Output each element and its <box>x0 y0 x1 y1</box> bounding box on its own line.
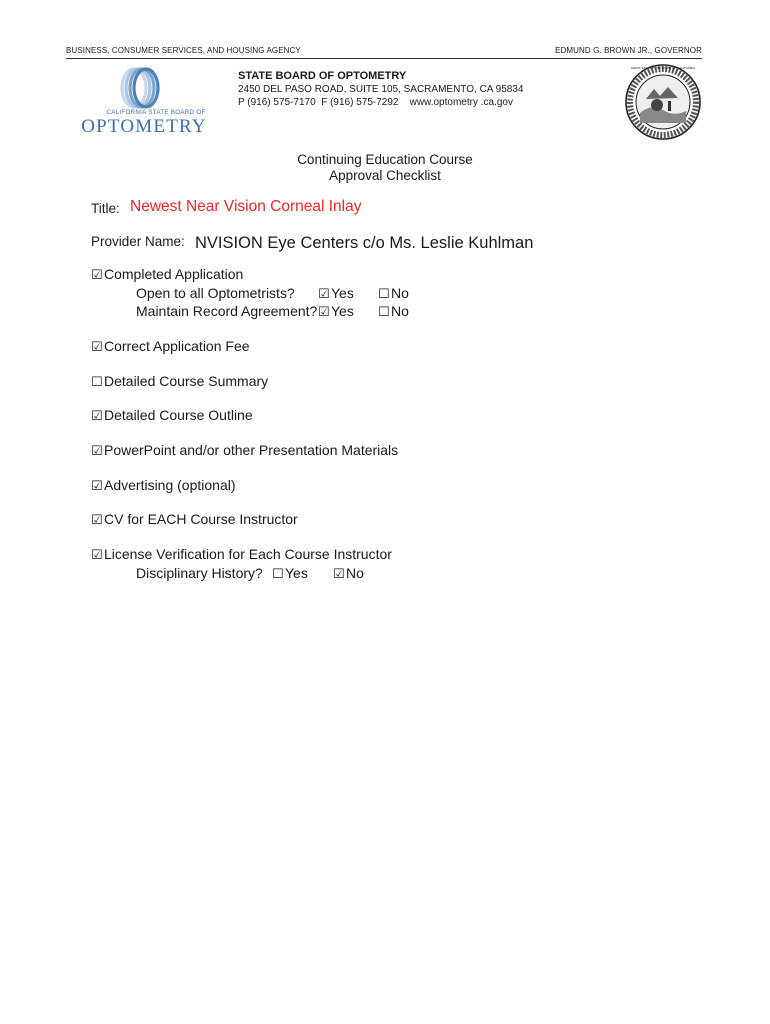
agency-name: BUSINESS, CONSUMER SERVICES, AND HOUSING AGENCY <box>66 46 301 55</box>
yes-label: Yes <box>331 285 354 301</box>
title-value: Newest Near Vision Corneal Inlay <box>130 198 362 215</box>
unchecked-box-icon[interactable]: ☐ <box>272 567 284 582</box>
record-yes-option <box>318 303 354 320</box>
provider-value: NVISION Eye Centers c/o Ms. Leslie Kuhlman <box>195 234 534 252</box>
checked-box-icon[interactable]: ☑ <box>91 444 103 459</box>
no-label: No <box>391 285 409 301</box>
yes-label: Yes <box>331 303 354 319</box>
summary-item <box>91 373 268 390</box>
fee-item <box>91 338 250 355</box>
powerpoint-item <box>91 442 398 459</box>
license-item <box>91 546 392 563</box>
checked-box-icon[interactable]: ☑ <box>91 548 103 563</box>
cv-label: CV for EACH Course Instructor <box>104 511 298 527</box>
powerpoint-label: PowerPoint and/or other Presentation Materials <box>104 442 399 458</box>
record-question-label: Maintain Record Agreement? <box>136 303 318 319</box>
disciplinary-question-label: Disciplinary History? <box>136 565 263 581</box>
open-no-option <box>378 285 409 302</box>
state-seal-icon <box>624 63 702 141</box>
seal-label: GREAT SEAL OF THE STATE OF CALIFORNIA <box>630 66 696 70</box>
logo-big-text: OPTOMETRY <box>81 116 207 137</box>
unchecked-box-icon[interactable]: ☐ <box>378 287 390 302</box>
completed-application-item <box>91 266 243 283</box>
checked-box-icon[interactable]: ☑ <box>318 287 330 302</box>
open-question-label: Open to all Optometrists? <box>136 285 295 301</box>
yes-label: Yes <box>285 565 308 581</box>
completed-application-label: Completed Application <box>104 266 244 282</box>
checked-box-icon[interactable]: ☑ <box>91 479 103 494</box>
disciplinary-yes-option <box>272 565 308 582</box>
advertising-label: Advertising (optional) <box>104 477 236 493</box>
header-rule <box>66 58 702 59</box>
no-label: No <box>391 303 409 319</box>
doc-title-line1: Continuing Education Course <box>297 152 473 167</box>
org-address: 2450 DEL PASO ROAD, SUITE 105, SACRAMENTO, CA 95834 <box>238 84 524 95</box>
open-yes-option <box>318 285 354 302</box>
provider-label: Provider Name: <box>91 234 185 249</box>
title-label: Title: <box>91 201 120 216</box>
org-name: STATE BOARD OF OPTOMETRY <box>238 70 407 82</box>
outline-label: Detailed Course Outline <box>104 407 253 423</box>
checked-box-icon[interactable]: ☑ <box>333 567 345 582</box>
advertising-item <box>91 477 236 494</box>
checked-box-icon[interactable]: ☑ <box>91 513 103 528</box>
record-no-option <box>378 303 409 320</box>
optometry-logo <box>64 64 224 140</box>
disciplinary-no-option <box>333 565 364 582</box>
logo-small-text: CALIFORNIA STATE BOARD OF <box>106 109 206 116</box>
cv-item <box>91 511 298 528</box>
org-contact: P (916) 575-7170 F (916) 575-7292 www.optometry .ca.gov <box>238 97 513 108</box>
summary-label: Detailed Course Summary <box>104 373 269 389</box>
fee-label: Correct Application Fee <box>104 338 250 354</box>
checked-box-icon[interactable]: ☑ <box>91 409 103 424</box>
outline-item <box>91 407 253 424</box>
unchecked-box-icon[interactable]: ☐ <box>378 305 390 320</box>
unchecked-box-icon[interactable]: ☐ <box>91 375 103 390</box>
checked-box-icon[interactable]: ☑ <box>318 305 330 320</box>
governor-name: EDMUND G. BROWN JR., GOVERNOR <box>555 46 702 55</box>
doc-title-line2: Approval Checklist <box>329 168 441 183</box>
checked-box-icon[interactable]: ☑ <box>91 268 103 283</box>
checked-box-icon[interactable]: ☑ <box>91 340 103 355</box>
no-label: No <box>346 565 364 581</box>
license-label: License Verification for Each Course Instructor <box>104 546 392 562</box>
